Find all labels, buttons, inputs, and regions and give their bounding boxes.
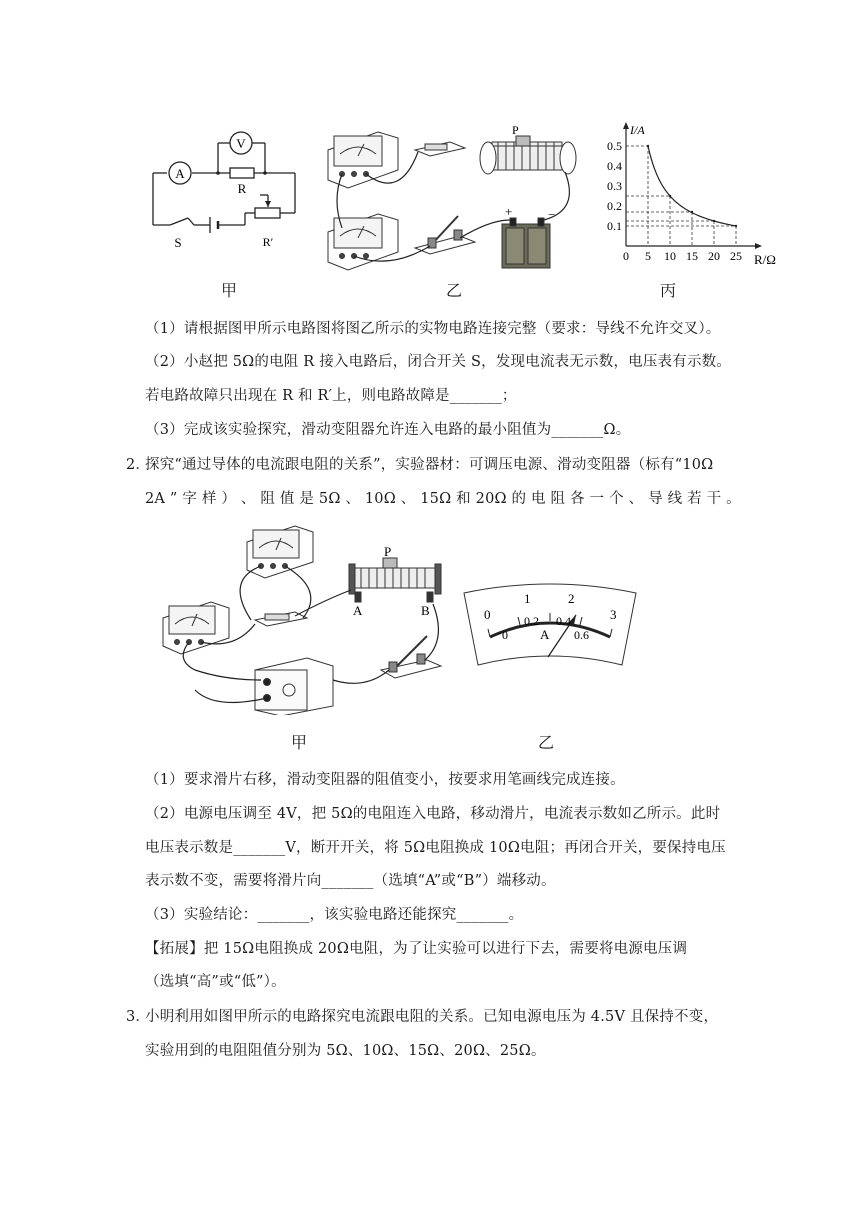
dial-bottom-0: 0 [502, 628, 508, 642]
y-tick-label: 0.4 [607, 159, 622, 173]
q1-part3: （3）完成该实验探究，滑动变阻器允许连入电路的最小阻值为_______Ω。 [145, 422, 631, 438]
caption-bing: 丙 [660, 281, 677, 300]
physical-circuit-yi [320, 120, 595, 275]
rheostat-label: R′ [262, 235, 274, 249]
q1-part2a: （2）小赵把 5Ω的电阻 R 接入电路后，闭合开关 S，发现电流表无示数，电压表有示数。 [145, 354, 732, 370]
y-axis-arrow [623, 122, 629, 129]
dial-top-3: 3 [610, 607, 617, 622]
data-point [647, 145, 649, 147]
x-tick-label: 15 [686, 249, 698, 263]
q2-part1: （1）要求滑片右移，滑动变阻器的阻值变小，按要求用笔画线完成连接。 [145, 772, 625, 788]
q2-part3: （3）实验结论：_______，该实验电路还能探究_______。 [145, 907, 524, 923]
ammeter-label: A [175, 166, 185, 181]
q2-number: 2． [126, 457, 151, 473]
q2-extension-a: 【拓展】把 15Ω电阻换成 20Ω电阻，为了让实验可以进行下去，需要将电源电压调 [145, 941, 688, 957]
q2-part2b: 电压表示数是_______V，断开开关，将 5Ω电阻换成 10Ω电阻；再闭合开关，要保持电压 [145, 840, 726, 856]
x-axis-label: R/Ω [754, 252, 776, 267]
dial-top-1: 1 [524, 591, 531, 606]
dial-bottom-2: 0.4 [556, 614, 571, 628]
data-point [713, 220, 715, 222]
q2-physical-circuit-jia [155, 520, 460, 715]
q2-end-a: A [353, 603, 363, 618]
dial-unit: A [540, 627, 550, 642]
x-tick-label: 20 [708, 249, 720, 263]
q1-part1: （1）请根据图甲所示电路图将图乙所示的实物电路连接完整（要求：导线不允许交叉）。 [145, 321, 721, 337]
y-tick-label: 0.5 [607, 139, 622, 153]
ammeter-dial [460, 575, 640, 670]
x-tick-label: 10 [664, 249, 676, 263]
q2-end-b: B [421, 603, 430, 618]
q3-stem-a: 小明利用如图甲所示的电路探究电流跟电阻的关系。已知电源电压为 4.5V 且保持不变， [145, 1009, 719, 1025]
q2-part2c: 表示数不变，需要将滑片向_______（选填“A”或“B”）端移动。 [145, 873, 556, 889]
caption-jia-2: 甲 [291, 733, 308, 752]
q2-stem-b: 2A ” 字 样 ） 、 阻 值 是 5Ω 、 10Ω 、 15Ω 和 20Ω 的 电 阻 各 一 个 、 导 线 若 干 。 [145, 491, 741, 507]
switch-label: S [174, 235, 182, 250]
x-tick-label: 25 [730, 249, 742, 263]
q3-stem-b: 实验用到的电阻阻值分别为 5Ω、10Ω、15Ω、20Ω、25Ω。 [145, 1043, 546, 1059]
q1-part2b: 若电路故障只出现在 R 和 R′上，则电路故障是_______； [145, 388, 517, 404]
x-tick-label: 5 [645, 249, 651, 263]
caption-yi-1: 乙 [446, 281, 463, 300]
y-tick-label: 0.3 [607, 179, 622, 193]
dial-bottom-1: 0.2 [524, 614, 539, 628]
q2-stem-a: 探究“通过导体的电流跟电阻的关系”，实验器材：可调压电源、滑动变阻器（标有“10Ω [145, 457, 714, 473]
y-axis-label: I/A [630, 123, 645, 137]
dial-bottom-3: 0.6 [574, 628, 589, 642]
dial-top-0: 0 [484, 607, 491, 622]
data-point [735, 225, 737, 227]
x-tick-label: 0 [623, 249, 629, 263]
x-axis-arrow [755, 243, 762, 249]
dial-top-2: 2 [568, 591, 575, 606]
y-tick-label: 0.1 [607, 219, 622, 233]
caption-yi-2: 乙 [538, 733, 555, 752]
ir-chart [596, 118, 786, 268]
q2-slider-p: P [384, 544, 392, 559]
circuit-diagram-jia [140, 125, 310, 255]
voltmeter-label: V [236, 136, 246, 151]
resistor-label: R [237, 181, 247, 196]
battery-minus: − [548, 207, 556, 222]
data-point [691, 211, 693, 213]
q2-part2a: （2）电源电压调至 4V，把 5Ω的电阻连入电路，移动滑片，电流表示数如乙所示。此时 [145, 806, 721, 822]
y-tick-label: 0.2 [607, 199, 622, 213]
q3-number: 3． [126, 1009, 151, 1025]
q2-extension-b: （选填“高”或“低”）。 [145, 974, 286, 990]
data-point [669, 195, 671, 197]
battery-plus: + [505, 204, 513, 219]
caption-jia-1: 甲 [221, 281, 238, 300]
rheostat-slider-p: P [512, 123, 519, 137]
